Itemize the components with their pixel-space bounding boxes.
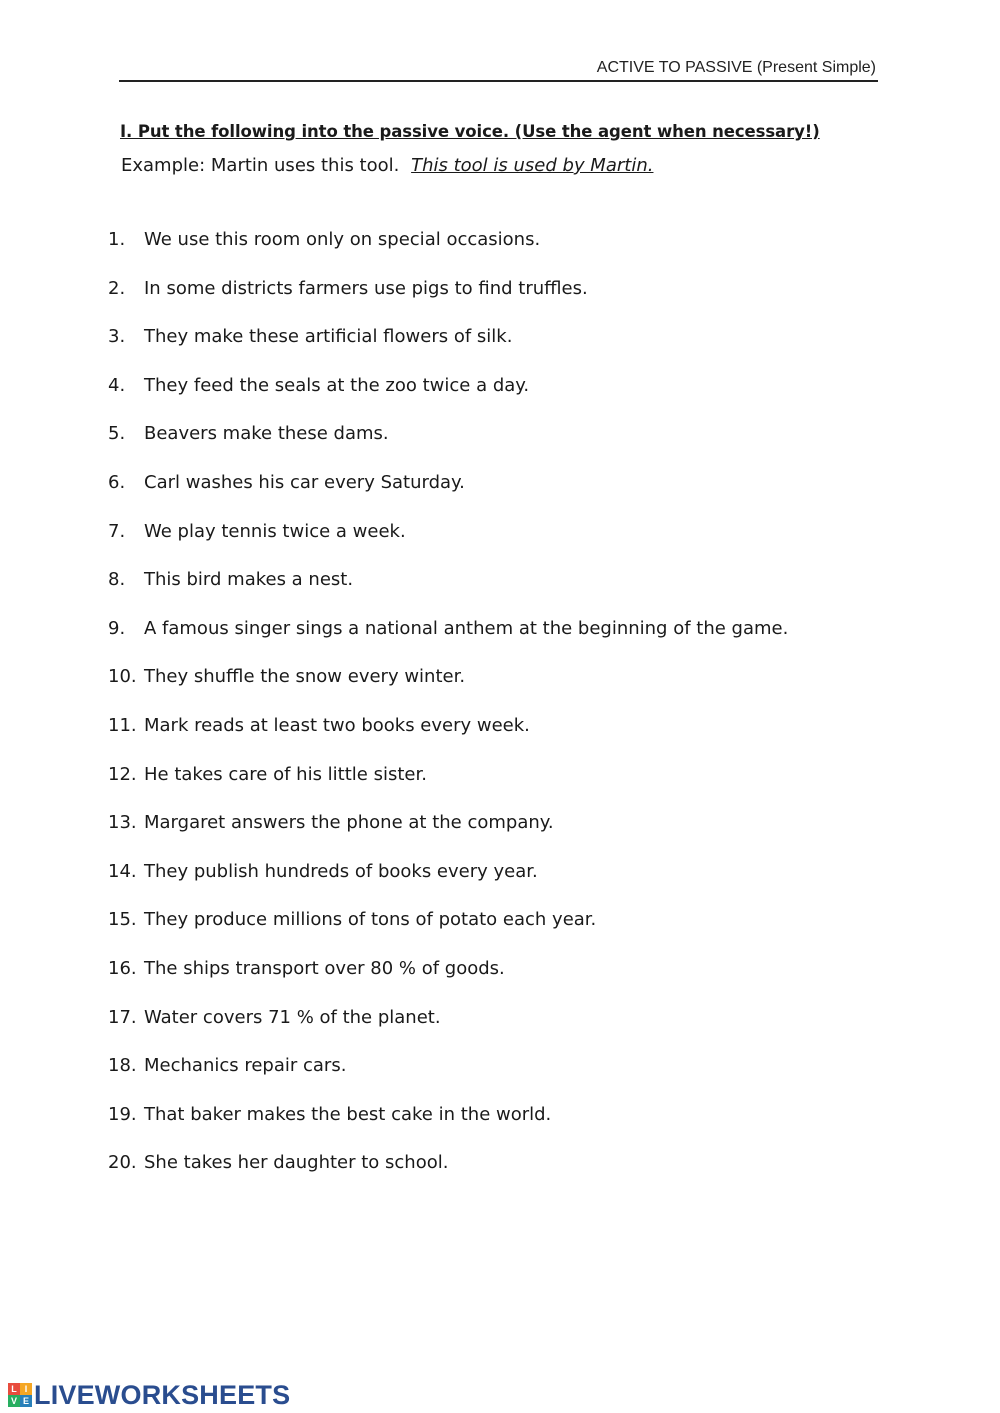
list-item <box>108 375 788 424</box>
item-text: We play tennis twice a week. <box>144 520 406 542</box>
item-number: 4. <box>108 374 126 396</box>
item-number: 7. <box>108 520 126 542</box>
logo-mark-letter: V <box>8 1395 20 1407</box>
item-number: 16. <box>108 957 137 979</box>
header-title: ACTIVE TO PASSIVE (Present Simple) <box>596 59 876 76</box>
example-answer: This tool is used by Martin. <box>411 155 654 176</box>
item-text: Margaret answers the phone at the company. <box>144 812 554 834</box>
list-item <box>108 958 788 1007</box>
item-number: 5. <box>108 423 126 445</box>
item-number: 15. <box>108 909 137 931</box>
list-item <box>108 569 788 618</box>
list-item <box>108 764 788 813</box>
list-item <box>108 1007 788 1056</box>
list-item <box>108 423 788 472</box>
example-prefix: Example: Martin uses this tool. <box>121 155 400 176</box>
item-text: They shuffle the snow every winter. <box>144 666 466 688</box>
logo-text: LIVEWORKSHEETS <box>34 1379 291 1410</box>
item-number: 20. <box>108 1152 137 1174</box>
item-text: The ships transport over 80 % of goods. <box>144 957 505 979</box>
example-line <box>121 155 653 176</box>
item-text: Mechanics repair cars. <box>144 1055 347 1077</box>
item-text: That baker makes the best cake in the world. <box>144 1103 552 1125</box>
item-number: 2. <box>108 277 126 299</box>
list-item <box>108 861 788 910</box>
item-number: 13. <box>108 812 137 834</box>
item-text: She takes her daughter to school. <box>144 1152 449 1174</box>
item-number: 18. <box>108 1055 137 1077</box>
logo-mark-letter: E <box>20 1395 32 1407</box>
list-item <box>108 1104 788 1153</box>
list-item <box>108 1152 788 1201</box>
item-number: 12. <box>108 763 137 785</box>
list-item <box>108 1055 788 1104</box>
liveworksheets-logo <box>8 1380 290 1410</box>
list-item <box>108 472 788 521</box>
item-text: They produce millions of tons of potato each year. <box>144 909 597 931</box>
item-text: Water covers 71 % of the planet. <box>144 1006 441 1028</box>
item-text: A famous singer sings a national anthem at the beginning of the game. <box>144 617 789 639</box>
logo-mark-icon <box>8 1383 32 1407</box>
list-item <box>108 326 788 375</box>
list-item <box>108 278 788 327</box>
list-item <box>108 229 788 278</box>
list-item <box>108 909 788 958</box>
item-number: 6. <box>108 471 126 493</box>
list-item <box>108 618 788 667</box>
item-number: 19. <box>108 1103 137 1125</box>
item-number: 17. <box>108 1006 137 1028</box>
item-text: In some districts farmers use pigs to find truffles. <box>144 277 588 299</box>
item-number: 8. <box>108 569 126 591</box>
item-text: Mark reads at least two books every week. <box>144 714 530 736</box>
item-text: We use this room only on special occasions. <box>144 229 541 250</box>
item-text: Beavers make these dams. <box>144 423 389 445</box>
item-number: 9. <box>108 617 126 639</box>
item-text: They feed the seals at the zoo twice a day. <box>144 374 530 396</box>
header-divider <box>119 80 878 82</box>
list-item <box>108 812 788 861</box>
item-text: He takes care of his little sister. <box>144 763 427 785</box>
item-number: 10. <box>108 666 137 688</box>
list-item <box>108 715 788 764</box>
item-text: This bird makes a nest. <box>144 569 354 591</box>
logo-mark-letter: I <box>20 1383 32 1395</box>
item-number: 14. <box>108 860 137 882</box>
list-item <box>108 666 788 715</box>
exercise-instruction: I. Put the following into the passive voice. (Use the agent when necessary!) <box>120 122 820 141</box>
item-number: 3. <box>108 326 126 348</box>
list-item <box>108 521 788 570</box>
item-number: 1. <box>108 229 126 250</box>
exercise-list <box>108 229 788 1201</box>
item-number: 11. <box>108 714 137 736</box>
logo-mark-letter: L <box>8 1383 20 1395</box>
item-text: Carl washes his car every Saturday. <box>144 471 465 493</box>
item-text: They publish hundreds of books every year. <box>144 860 538 882</box>
item-text: They make these artificial flowers of silk. <box>144 326 513 348</box>
